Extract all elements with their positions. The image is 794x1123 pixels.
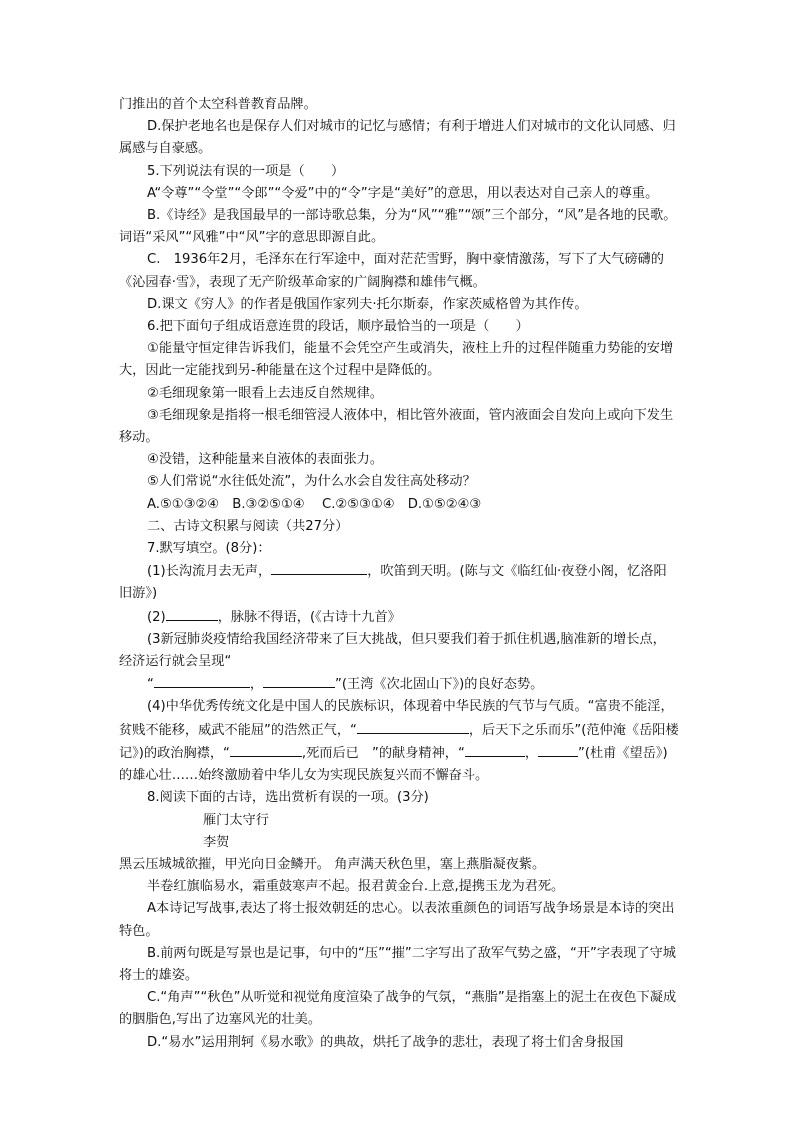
question-8: 8.阅读下面的古诗，选出赏析有误的一项。(3分)	[147, 790, 429, 806]
answer-blank[interactable]	[263, 673, 335, 688]
answer-blank[interactable]	[154, 673, 250, 688]
fill-text: ”(杜甫《望岳》)的雄心壮……始终激励着中华儿女为实现民族复兴而不懈奋斗。	[119, 745, 668, 784]
sentence-2: ②毛细现象第一眼看上去违反自然规律。	[147, 385, 384, 401]
poem-author: 李贺	[203, 834, 230, 850]
option-a-q8: A本诗记写战事,表达了将士报效朝廷的忠心。以表浓重颜色的词语写战争场景是本诗的突出特色。	[119, 901, 675, 939]
fill-text: ，后天下之乐而乐”(范仲淹《岳阳楼记》)的政治胸襟，“	[119, 722, 679, 761]
option-d-q4: D.保护老地名也是保存人们对城市的记忆与感情；有利于增进人们对城市的文化认同感、归属感与自豪感。	[119, 119, 676, 157]
sentence-4: ④没错，这种能量来自液体的表面张力。	[147, 452, 384, 468]
question-7: 7.默写填空。(8分)：	[147, 541, 271, 557]
answer-blank[interactable]	[230, 742, 302, 757]
option-c-q5: C. 1936年2月，毛泽东在行军途中，面对茫茫雪野，胸中豪情激荡，写下了大气磅礴的《沁园春·雪》，表现了无产阶级革命家的广阔胸襟和雄伟气概。	[119, 252, 664, 290]
fill-item-3-blanks	[119, 673, 679, 696]
option-b-q8: B.前两句既是写景也是记事，句中的“压”“摧”二字写出了敌军气势之盛，“开”字表现了守城将士的雄姿。	[119, 945, 676, 983]
answer-blank[interactable]	[357, 719, 469, 734]
poem-title: 雁门太守行	[203, 812, 269, 828]
option-d-q8: D.“易水”运用荆轲《易水歌》的典故，烘托了战争的悲壮，表现了将士们舍身报国	[147, 1034, 624, 1050]
fill-item-3: (3新冠肺炎疫情给我国经济带来了巨大挑战，但只要我们着于抓住机遇,脑准新的增长点，经济运行就会呈现“	[119, 631, 666, 670]
option-c-q8: C.“角声”“秋色”从听觉和视觉角度渲染了战争的气氛，“燕脂”是指塞上的泥土在夜色下凝成的胭脂色,写出了边塞风光的壮美。	[119, 990, 677, 1028]
fill-text: ,死而后已 ”的献身精神，“	[301, 745, 465, 761]
fill-item-2	[119, 606, 679, 629]
answer-blank[interactable]	[271, 560, 367, 575]
text-line: 门推出的首个太空科普教育品牌。	[119, 97, 317, 112]
fill-text: ，	[524, 745, 538, 761]
fill-text: ，	[249, 677, 264, 693]
poem-line-2: 半卷红旗临易水，霜重鼓寒声不起。报君黄金台.上意,提携玉龙为君死。	[147, 879, 565, 895]
option-a-q5: A“令尊”“令堂”“令郎”“令爱”中的“令”字是“美好”的意思，用以表达对自己亲人的尊重。	[147, 185, 659, 201]
fill-item-4	[119, 696, 679, 787]
fill-text: “	[147, 677, 154, 693]
sentence-5: ⑤人们常说“水往低处流”，为什么水会自发往高处移动？	[147, 474, 476, 490]
sentence-3: ③毛细现象是指将一根毛细管浸人液体中，相比管外液面，管内液面会自发向上或向下发生移动。	[119, 407, 674, 446]
poem-line-1: 黑云压城城欲摧，甲光向日金鳞开。 角声满天秋色里，塞上燕脂凝夜紫。	[119, 856, 546, 872]
fill-text: ”(王湾《次北固山下》)的良好态势。	[335, 677, 544, 693]
fill-text: ，吹笛到天明。(陈与文《临红仙·夜登小阁，忆洛阳旧游》)	[119, 564, 667, 602]
answer-blank[interactable]	[166, 606, 218, 621]
fill-text: (4)中华优秀传统文化是中国人的民族标识，体现着中华民族的气节与气质。“富贵不能淫，贫贱不能移，威武不能屈”的浩然正气，“	[119, 699, 674, 738]
options-q6: A.⑤①③②④ B.③②⑤①④ C.②⑤③①④ D.①⑤②④③	[147, 496, 482, 512]
fill-text: (1)长沟流月去无声，	[147, 564, 272, 580]
answer-blank[interactable]	[538, 742, 578, 757]
sentence-1: ①能量守恒定律告诉我们，能量不会凭空产生或消失，液柱上升的过程伴随重力势能的安增大，因此一定能找到另-种能量在这个过程中是降低的。	[119, 341, 674, 379]
document-page	[119, 94, 679, 1054]
fill-text: ，脉脉不得语，(《古诗十九首》	[217, 609, 401, 625]
option-b-q5: B.《诗经》是我国最早的一部诗歌总集，分为“风”“雅”“颂”三个部分，“风”是各地的民歌。词语“采风”“风雅”中“风”字的意思即源自此。	[119, 208, 677, 246]
question-6: 6.把下面句子组成语意连贯的段话，顺序最恰当的一项是（ ）	[147, 319, 529, 335]
answer-blank[interactable]	[465, 742, 525, 757]
section-heading-2: 二、古诗文积累与阅读（共27分）	[147, 518, 349, 534]
option-d-q5: D.课文《穷人》的作者是俄国作家列夫·托尔斯泰，作家茨威格曾为其作传。	[147, 296, 588, 312]
question-5: 5.下列说法有误的一项是（ ）	[147, 163, 345, 179]
fill-text: (2)	[147, 609, 166, 625]
fill-item-1	[119, 560, 679, 605]
